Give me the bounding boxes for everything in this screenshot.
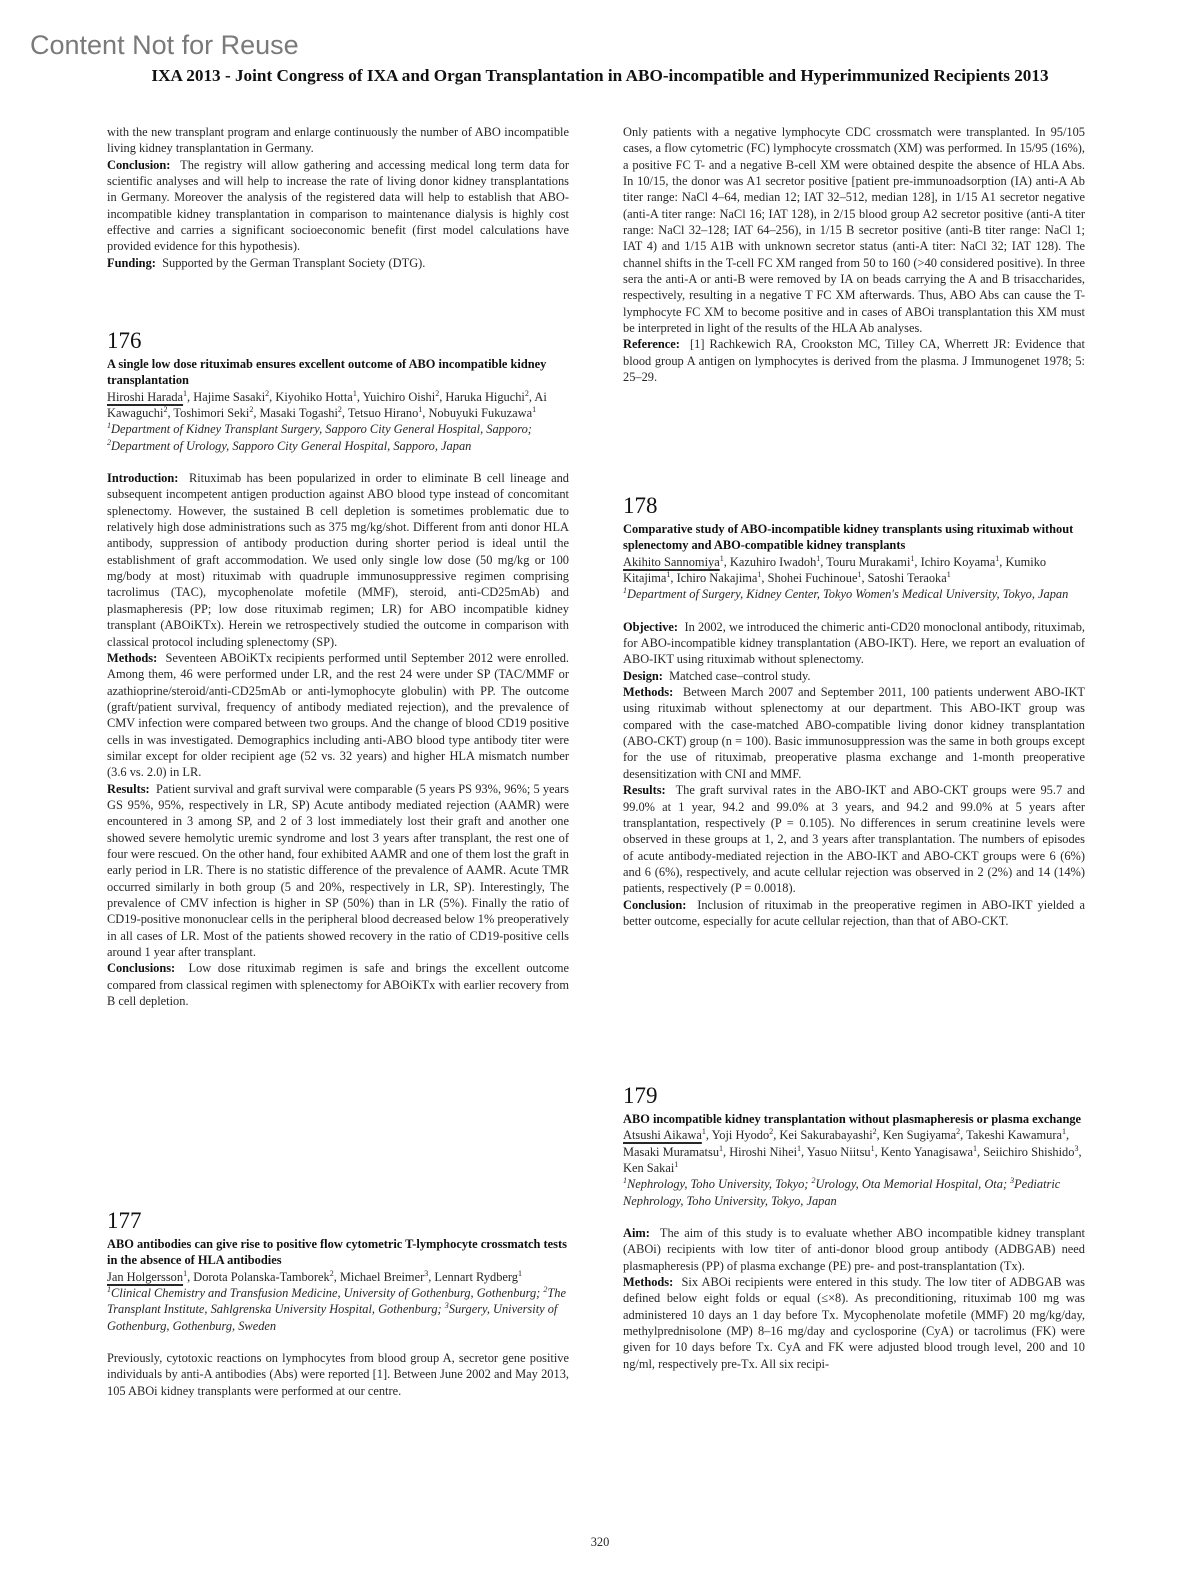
left-column [107,124,569,1524]
abstract-title: A single low dose rituximab ensures excellent outcome of ABO incompatible kidney transplantation [107,357,547,388]
section-text: In 2002, we introduced the chimeric anti-CD20 monoclonal antibody, rituximab, for ABO-incompatible kidney transplantation (ABO-IKT). Here, we report an evaluation of ABO-IKT using rituximab without splenectomy. [623,619,1085,667]
abstract-number: 178 [623,493,658,518]
author-name: Masaki Togashi [259,406,338,421]
paragraph [107,781,569,961]
section-label: Reference: [623,337,680,352]
section-text: Between March 2007 and September 2011, 100 patients underwent ABO-IKT using rituximab without splenectomy at our department. This ABO-IKT group was compared with the case-matched ABO-compatible living donor kidney transplantation (ABO-CKT) group (n = 100). Basic immunosuppression was the same in both groups except for the use of rituximab, preoperative plasma exchange and 1-month preoperative desensitization with CNI and MMF. [623,685,1086,781]
paragraph [623,1225,1085,1274]
abstract-body [107,1350,569,1399]
affiliation-mark: 1 [107,1284,111,1294]
abstract-179 [623,1083,1085,1372]
section-text: Supported by the German Transplant Society (DTG). [162,255,426,270]
author-affiliation-mark: 1 [757,569,762,579]
author-affiliation-mark: 3 [1074,1143,1079,1153]
affiliation-mark: 1 [107,421,111,431]
affiliations [623,586,1085,602]
section-text: Previously, cytotoxic reactions on lymphocytes from blood group A, secretor gene positive individuals by anti-A antibodies (Abs) were reported [1]. Between June 2002 and May 2013, 105 ABOi kidney transplants were performed at our centre. [107,1351,569,1398]
author-affiliation-mark: 1 [973,1143,978,1153]
author-affiliation-mark: 1 [183,1268,188,1278]
author-affiliation-mark: 2 [329,1268,334,1278]
affiliation-text: Surgery, University of Gothenburg, Gothenburg, Sweden [107,1302,558,1333]
affiliations [107,421,569,454]
affiliation-mark: 3 [444,1301,449,1311]
presenting-author: Jan Holgersson [107,1269,184,1284]
affiliation-text: The Transplant Institute, Sahlgrenska University Hospital, Gothenburg; [107,1286,566,1317]
author-name: Ai Kawaguchi [107,389,547,421]
affiliation-mark: 2 [811,1176,816,1186]
author-name: Dorota Polanska-Tamborek [193,1269,330,1284]
author-affiliation-mark: 2 [265,388,270,398]
affiliation-text: Department of Surgery, Kidney Center, Tokyo Women's Medical University, Tokyo, Japan [627,587,1069,602]
presenting-author: Hiroshi Harada [107,389,184,404]
section-label: Results: [623,783,666,798]
paragraph [623,1274,1085,1372]
section-label: Objective: [623,619,679,634]
author-affiliation-mark: 1 [719,1143,724,1153]
affiliation-text: Department of Kidney Transplant Surgery, Sapporo City General Hospital, Sapporo; [111,422,532,437]
affiliation-mark: 2 [107,437,111,447]
abstract-177 [107,1208,569,1399]
author-affiliation-mark: 1 [857,569,862,579]
author-name: Kazuhiro Iwadoh [729,554,817,569]
abstract-178 [623,493,1085,929]
author-name: Hajime Sasaki [193,389,266,404]
author-name: Kumiko Kitajima [623,554,1047,586]
affiliations [623,1176,1085,1209]
author-affiliation-mark: 1 [517,1268,522,1278]
section-text: Rituximab has been popularized in order to eliminate B cell lineage and subsequent incompetent antigen production against ABO blood type instead of concomitant splenectomy. However, the sustained B cell depletion is sometimes problematic due to relatively high dose administrations such as 375 mg/kg/shot. Different from anti donor HLA antibody, suppression of antibody production during shorter period is ideal until the establishment of graft accommodation. We used only single low dose (50 mg/kg or 100 mg/body at most) rituximab with quadruple immunosuppressive regimen comprising tacrolimus (TAC), mycophenolate mofetile (MMF), steroid, anti-CD25mAb) and plasmapheresis (PP; low dose rituximab regimen; LR) for ABO incompatible kidney transplant (ABOiKTx). Herein we retrospectively studied the outcome in comparison with classical protocol including splenectomy (SP). [107,471,569,649]
section-text: Patient survival and graft survival were comparable (5 years PS 93%, 96%; 5 years GS 95%, 95%, respectively in LR, SP) Acute antibody mediated rejection (AAMR) were encountered in 3 among SP, and 2 of 3 lost immediately lost their graft and another one showed severe hemolytic uremic syndrome and lost 3 years after transplant, the rest one of four were rescued. On the other hand, four exhibited AAMR and one of them lost the graft in early period in LR. There is no statistic difference of the prevalence of AAMR. Acute TMR occurred similarly in both group (5 and 20%, respectively in LR, SP). Interestingly, The prevalence of CMV infection is higher in SP (50%) than in LR (5%). Finally the ratio of CD19-positive mononuclear cells in the peripheral blood decreased below 1% preoperatively in all cases of LR. Most of the patients showed recovery in the ratio of CD19-positive cells around 1 year after transplant. [107,781,569,960]
author-name: Yasuo Niitsu [806,1144,871,1159]
author-affiliation-mark: 3 [424,1268,429,1278]
section-label: Results: [107,781,150,796]
author-affiliation-mark: 1 [532,404,537,414]
watermark: Content Not for Reuse [30,30,299,60]
abstract-body [107,470,569,1009]
author-name: Yoji Hyodo [711,1128,770,1143]
paragraph [623,336,1085,385]
journal-header-title: IXA 2013 - Joint Congress of IXA and Organ Transplantation in ABO-incompatible and Hyperimmunized Recipients 2013 [151,66,1049,85]
paragraph [623,668,1085,684]
paragraph [623,124,1085,336]
affiliation-text: Urology, Ota Memorial Hospital, Ota; [815,1177,1011,1192]
section-text: The graft survival rates in the ABO-IKT and ABO-CKT groups were 95.7 and 99.0% at 1 year, 94.2 and 99.0% at 3 years, and 94.2 and 99.0% at 5 years after transplantation, respectively (P = 0.105). No differences in serum creatinine levels were observed in these groups at 1, 2, and 3 years after transplantation. The numbers of episodes of acute antibody-mediated rejection in the ABO-IKT and ABO-CKT groups were 6 (6%) and 6 (6%), respectively, and acute cellular rejection was observed in 2 (2%) and 14 (14%) patients, respectively (P = 0.0018). [623,783,1085,896]
author-affiliation-mark: 1 [797,1143,802,1153]
section-text: Inclusion of rituximab in the preoperative regimen in ABO-IKT yielded a better outcome, especially for acute cellular rejection, than that of ABO-CKT. [623,897,1085,928]
right-column [623,124,1085,1524]
left-continuation [107,124,569,271]
author-affiliation-mark: 1 [352,388,357,398]
paragraph [107,255,569,271]
author-name: Ken Sugiyama [882,1128,957,1143]
author-list: Jan Holgersson$^1$, Dorota Polanska-Tamborek$^2$, Michael Breimer$^3$, Lennart Rydberg$^1$ [107,1268,522,1284]
abstract-number: 177 [107,1208,142,1233]
author-name: Ichiro Nakajima [676,571,758,586]
author-affiliation-mark: 2 [872,1127,877,1137]
author-name: Ken Sakai [623,1161,675,1176]
section-text: Low dose rituximab regimen is safe and brings the excellent outcome compared from classical regimen with splenectomy for ABOiKTx with earlier recovery from B cell depletion. [107,961,569,1009]
author-name: Ichiro Koyama [920,554,996,569]
paragraph [623,684,1085,782]
affiliations [107,1285,569,1334]
paragraph [107,470,569,650]
author-affiliation-mark: 1 [674,1159,679,1169]
author-name: Takeshi Kawamura [966,1128,1062,1143]
author-affiliation-mark: 1 [701,1127,706,1137]
author-affiliation-mark: 2 [249,404,254,414]
author-name: Haruka Higuchi [445,389,525,404]
author-affiliation-mark: 2 [524,388,529,398]
presenting-author: Akihito Sannomiya [623,554,720,569]
section-text: The registry will allow gathering and accessing medical long term data for scientific analyses and will help to increase the rate of living donor kidney transplantations in Germany. Moreover the analysis of the registered data will help to establish that ABO-incompatible kidney transplantation in comparison to maintenance dialysis is highly cost effective and carries a significant socioeconomic benefit (first model calculations have provided evidence for this hypothesis). [107,157,569,254]
section-text: [1] Rachkewich RA, Crookston MC, Tilley CA, Wherrett JR: Evidence that blood group A antigen on lymphocytes is derived from the plasma. J Immunogenet 1978; 5: 25–29. [623,337,1086,385]
author-affiliation-mark: 2 [435,388,440,398]
abstract-body [623,1225,1085,1372]
affiliation-text: Pediatric Nephrology, Toho University, Tokyo, Japan [623,1177,1061,1208]
paragraph [623,782,1085,896]
author-name: Touru Murakami [826,554,911,569]
author-list: Atsushi Aikawa$^1$, Yoji Hyodo$^2$, Kei Sakurabayashi$^2$, Ken Sugiyama$^2$, Takeshi Kawamura$^1$, Masaki Muramatsu$^1$, Hiroshi Nihei$^1$, Yasuo Niitsu$^1$, Kento Yanagisawa$^1$, Seiichiro Shishido$^3$, Ken Sakai$^1$ [623,1127,1082,1176]
author-affiliation-mark: 1 [1061,1127,1066,1137]
section-label: Design: [623,668,663,683]
affiliation-mark: 1 [623,1176,627,1186]
section-label: Funding: [107,255,156,270]
author-name: Seiichiro Shishido [983,1144,1075,1159]
abstract-body [623,619,1085,930]
author-affiliation-mark: 1 [666,569,671,579]
abstract-title: ABO antibodies can give rise to positive flow cytometric T-lymphocyte crossmatch tests in the absence of HLA antibodies [107,1237,567,1268]
presenting-author: Atsushi Aikawa [623,1128,702,1143]
right-continuation [623,124,1085,386]
section-label: Conclusion: [107,157,171,172]
affiliation-mark: 1 [623,586,627,596]
author-name: Nobuyuki Fukuzawa [428,406,533,421]
paragraph [107,650,569,781]
author-affiliation-mark: 1 [719,553,724,563]
abstract-title: Comparative study of ABO-incompatible kidney transplants using rituximab without splenectomy and ABO-compatible kidney transplants [623,522,1074,553]
author-name: Kei Sakurabayashi [779,1128,873,1143]
affiliation-text: Nephrology, Toho University, Tokyo; [627,1177,812,1192]
abstract-title: ABO incompatible kidney transplantation without plasmapheresis or plasma exchange [623,1112,1082,1126]
section-label: Conclusion: [623,897,687,912]
author-name: Satoshi Teraoka [867,571,947,586]
author-list: Akihito Sannomiya$^1$, Kazuhiro Iwadoh$^1$, Touru Murakami$^1$, Ichiro Koyama$^1$, Kumiko Kitajima$^1$, Ichiro Nakajima$^1$, Shohei Fuchinoue$^1$, Satoshi Teraoka$^1$ [623,553,1047,586]
author-name: Kento Yanagisawa [880,1144,974,1159]
affiliation-mark: 2 [543,1284,548,1294]
abstract-number: 179 [623,1083,658,1108]
section-text: Only patients with a negative lymphocyte CDC crossmatch were transplanted. In 95/105 cases, a flow cytometric (FC) lymphocyte crossmatch (XM) was performed. In 15/95 (16%), a positive FC T- and a negative B-cell XM were obtained despite the absence of HLA Abs. In 10/15, the donor was A1 secretor positive [patient pre-immunoadsorption (IA) anti-A Ab titer range: NaCl 4–64, median 12; IAT 32–512, median 128], in 1/15 A1 secretor negative (anti-A titer range: NaCl 16; IAT 128), in 2/15 blood group A2 secretor positive (anti-A titer range: NaCl 32–128; IAT 64–256), in 1/15 B secretor positive (anti-B titer range: NaCl 1; IAT 4) and 1/15 A1B with unknown secretor status (anti-A titer: NaCl 32; IAT 128). The channel shifts in the T-cell FC XM ranged from 50 to 160 (>40 considered positive). In three sera the anti-A or anti-B were removed by IA on beads carrying the A and B trisaccharides, respectively, resulting in a negative T FC XM afterwards. Thus, ABO Abs can cause the T-lymphocyte FC XM to become positive and in cases of ABOi transplantation this XM must be interpreted in light of the results of the HLA Ab analyses. [623,125,1085,336]
paragraph [623,897,1085,930]
affiliation-text: Clinical Chemistry and Transfusion Medicine, University of Gothenburg, Gothenburg; [111,1286,544,1301]
author-name: Tetsuo Hirano [347,406,419,421]
page-number: 320 [590,1535,610,1549]
section-text: The aim of this study is to evaluate whether ABO incompatible kidney transplant (ABOi) recipients with low titer of anti-donor blood group antibody (ADBGAB) need plasmapheresis (PP) of plasma exchange (PE) pre- and post-transplantation (Tx). [623,1226,1085,1273]
author-name: Kiyohiko Hotta [275,389,353,404]
section-label: Aim: [623,1226,650,1241]
author-name: Lennart Rydberg [434,1269,518,1284]
section-label: Conclusions: [107,961,176,976]
section-label: Methods: [107,650,158,665]
author-affiliation-mark: 1 [870,1143,875,1153]
paragraph [107,124,569,157]
author-list: Hiroshi Harada$^1$, Hajime Sasaki$^2$, Kiyohiko Hotta$^1$, Yuichiro Oishi$^2$, Haruka Higuchi$^2$, Ai Kawaguchi$^2$, Toshimori Seki$^2$, Masaki Togashi$^2$, Tetsuo Hirano$^1$, Nobuyuki Fukuzawa$^1$ [107,388,547,421]
author-name: Masaki Muramatsu [623,1144,720,1159]
paragraph [107,960,569,1009]
author-affiliation-mark: 1 [995,553,1000,563]
author-name: Michael Breimer [339,1269,425,1284]
affiliation-mark: 3 [1010,1176,1015,1186]
author-affiliation-mark: 1 [418,404,423,414]
author-affiliation-mark: 2 [337,404,342,414]
paragraph [107,1350,569,1399]
section-label: Introduction: [107,471,179,486]
author-affiliation-mark: 2 [163,404,168,414]
section-text: Six ABOi recipients were entered in this study. The low titer of ADBGAB was defined below eight folds or equal (≤×8). As preconditioning, rituximab 100 mg was administered 10 days an 1 day before Tx. Mycophenolate mofetile (MMF) 20 mg/kg/day, methylprednisolone (MP) 8–16 mg/day and cyclosporine (CyA) or tacrolimus (FK) were given for 10 days before Tx. CyA and FK were adjusted blood trough level, 200 and 10 ng/ml, respectively pre-Tx. All six recipi- [623,1275,1085,1371]
author-name: Yuichiro Oishi [362,389,436,404]
section-text: Seventeen ABOiKTx recipients performed until September 2012 were enrolled. Among them, 46 were performed under LR, and the rest 24 were under SP (TAC/MMF or azathioprine/steroid/anti-CD25mAb or anti-lymophocyte globulin) with PP. The outcome (graft/patient survival, frequency of antibody mediated rejection), and the prevalence of CMV infection were compared between two groups. And the change of blood CD19 positive cells in was investigated. Demographics including anti-ABO blood type antibody titer were similar except for older recipient age (52 vs. 32 years) and higher HLA mismatch number (3.6 vs. 2.0) in LR. [107,650,569,780]
author-affiliation-mark: 1 [946,569,951,579]
author-affiliation-mark: 2 [956,1127,961,1137]
abstract-176 [107,328,569,1009]
paragraph [107,157,569,255]
author-name: Shohei Fuchinoue [767,571,858,586]
author-affiliation-mark: 1 [816,553,821,563]
section-text: Matched case–control study. [669,668,811,683]
paragraph [623,619,1085,668]
author-name: Toshimori Seki [173,406,250,421]
section-text: with the new transplant program and enlarge continuously the number of ABO incompatible living kidney transplantation in Germany. [107,125,569,156]
author-affiliation-mark: 1 [183,388,188,398]
author-affiliation-mark: 1 [910,553,915,563]
author-name: Hiroshi Nihei [729,1144,798,1159]
section-label: Methods: [623,685,674,700]
abstract-number: 176 [107,328,142,353]
section-label: Methods: [623,1275,674,1290]
affiliation-text: Department of Urology, Sapporo City General Hospital, Sapporo, Japan [111,438,472,453]
author-affiliation-mark: 2 [769,1127,774,1137]
